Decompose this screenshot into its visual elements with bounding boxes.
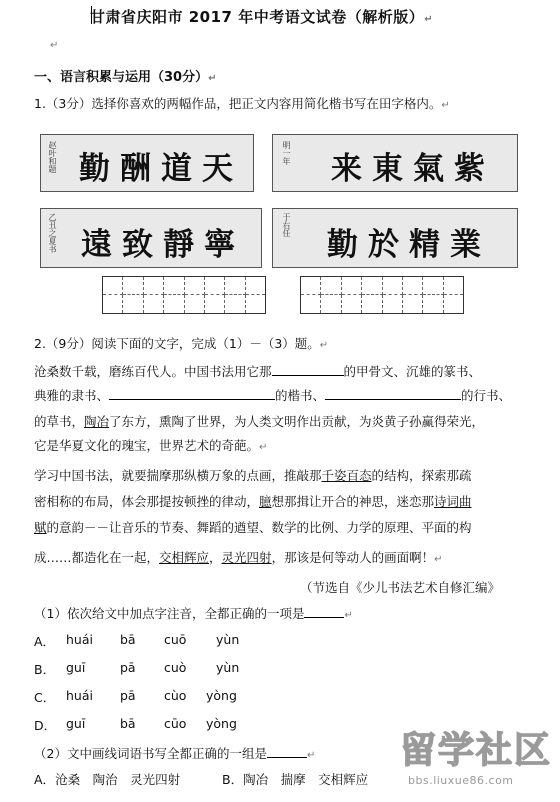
option-a[interactable]	[34, 632, 240, 650]
calligraphy-figure	[36, 116, 522, 326]
calligraphy-work-3	[40, 208, 262, 268]
question-1-text: 1.（3分）选择你喜欢的两幅作品，把正文内容用简化楷书写在田字格内。	[34, 96, 442, 111]
paragraph-mark-icon: ↵	[424, 14, 434, 25]
pinyin: yùn	[216, 660, 240, 675]
paragraph-mark-icon: ↵	[441, 100, 450, 111]
option-label: C．	[34, 690, 56, 705]
option-text: 沧桑 陶治 灵光四射	[55, 772, 181, 787]
paragraph-mark-icon: ↵	[208, 73, 217, 84]
source-note	[300, 578, 500, 596]
passage-text: 的行书、	[461, 388, 512, 403]
underlined-phrase: 赋	[34, 520, 47, 535]
pinyin: guī	[66, 716, 86, 731]
paragraph-mark-icon: ↵	[259, 442, 268, 453]
passage-line	[34, 362, 481, 380]
fill-blank[interactable]	[325, 387, 461, 400]
option-2a[interactable]	[34, 770, 180, 788]
work-inscription: 赵叶和题	[48, 141, 57, 173]
pinyin: cuò	[164, 660, 187, 675]
pinyin: cuō	[164, 632, 187, 647]
work-inscription: 乙丑之夏书	[48, 213, 57, 253]
passage-text: 典雅的隶书、	[34, 388, 110, 403]
answer-blank[interactable]	[267, 745, 307, 758]
passage-line	[34, 518, 472, 536]
section-heading-text: 一、语言积累与运用（30分）	[34, 70, 209, 85]
underlined-phrase: 灵光四射	[221, 550, 272, 565]
pinyin: bā	[120, 716, 136, 731]
passage-text: 的结构，探索那疏	[371, 468, 472, 483]
passage-text: ，	[209, 550, 222, 565]
paragraph-mark-icon: ↵	[434, 554, 443, 565]
writing-grid-left[interactable]	[102, 276, 266, 314]
pinyin: bā	[120, 632, 136, 647]
source-text: （节选自《少儿书法艺术自修汇编》	[300, 580, 501, 595]
option-b[interactable]	[34, 660, 240, 678]
pinyin: yùn	[216, 632, 240, 647]
pinyin: guī	[66, 660, 86, 675]
option-2b[interactable]	[222, 770, 368, 788]
answer-blank[interactable]	[304, 605, 344, 618]
paragraph-mark-icon: ↵	[344, 610, 353, 621]
writing-grid-right[interactable]	[300, 276, 464, 314]
passage-text: 的草书，	[34, 414, 85, 429]
sub-question-2	[34, 744, 315, 762]
sub-question-text: （1）依次给文中加点字注音，全都正确的一项是	[34, 606, 305, 621]
work-inscription: 明一年	[282, 141, 291, 165]
option-label: B．	[34, 662, 56, 677]
calligraphy-work-2	[272, 134, 518, 192]
fill-blank[interactable]	[272, 363, 344, 376]
pinyin: cūo	[164, 716, 187, 731]
option-text: 陶冶 揣摩 交相辉应	[243, 772, 369, 787]
pinyin: yòng	[206, 688, 237, 703]
sub-question-1	[34, 604, 353, 622]
passage-line	[34, 412, 484, 430]
watermark-brand: 留学社区	[400, 730, 553, 771]
question-2-text: 2.（9分）阅读下面的文字，完成（1）－（3）题。	[34, 336, 320, 351]
option-label: D．	[34, 718, 57, 733]
calligraphy-work-1	[40, 134, 254, 192]
passage-text: 学习中国书法，就要揣摩那纵横万象的点画，推敲那	[34, 468, 322, 483]
paragraph-mark-icon: ↵	[50, 40, 59, 51]
passage-text: ，那该是何等动人的画面啊！	[271, 550, 435, 565]
marked-word: 臆	[259, 494, 272, 509]
passage-line	[34, 492, 472, 510]
passage-text: 它是华夏文化的瑰宝，世界艺术的奇葩。	[34, 438, 260, 453]
pinyin: huái	[66, 632, 93, 647]
passage-text: 的甲骨文、沉雄的篆书、	[343, 364, 482, 379]
passage-line	[34, 548, 442, 566]
passage-line	[34, 386, 511, 404]
option-label: A．	[34, 772, 56, 787]
passage-line	[34, 466, 472, 484]
pinyin: pā	[120, 688, 136, 703]
section-heading	[34, 66, 216, 85]
calligraphy-work-4	[272, 208, 518, 268]
pinyin: cùo	[164, 688, 187, 703]
passage-text: 成……都造化在一起，	[34, 550, 160, 565]
pinyin: yòng	[206, 716, 237, 731]
doc-title	[90, 6, 433, 27]
passage-text: 沧桑数千载，磨练百代人。中国书法用它那	[34, 364, 272, 379]
underlined-phrase: 千姿百态	[321, 468, 372, 483]
watermark-logo	[396, 722, 556, 796]
passage-text: 想那揖让开合的神思，迷恋那	[271, 494, 435, 509]
watermark-url: bbs.liuxue86.com	[408, 774, 514, 787]
sub-question-text: （2）文中画线词语书写全都正确的一组是	[34, 746, 267, 761]
option-c[interactable]	[34, 688, 237, 706]
option-d[interactable]	[34, 716, 237, 734]
question-2	[34, 334, 328, 352]
pinyin: pā	[120, 660, 136, 675]
marked-word: 陶冶	[84, 414, 110, 429]
option-label: A．	[34, 634, 56, 649]
work-characters: 来東氣紫	[331, 151, 495, 187]
paragraph-mark-icon: ↵	[319, 340, 329, 351]
passage-text: 的意韵－－让音乐的节奏、舞蹈的遒望、数学的比例、力学的原理、平面的构	[46, 520, 472, 535]
work-characters: 勤酬道天	[79, 151, 243, 187]
pinyin: huái	[66, 688, 93, 703]
work-inscription: 于右任	[282, 213, 291, 237]
fill-blank[interactable]	[109, 387, 275, 400]
option-label: B．	[222, 772, 244, 787]
passage-text: 的楷书、	[275, 388, 326, 403]
doc-title-text: 甘肃省庆阳市 2017 年中考语文试卷（解析版）	[90, 8, 425, 26]
passage-text: 密相称的布局，体会那提按顿挫的律动，	[34, 494, 260, 509]
underlined-phrase: 诗词曲	[434, 494, 472, 509]
work-characters: 遠致靜寧	[81, 227, 245, 263]
passage-line	[34, 436, 267, 454]
passage-text: 了东方，熏陶了世界，为人类文明作出贡献，为炎黄子孙赢得荣光，	[109, 414, 485, 429]
underlined-phrase: 交相辉应	[159, 550, 210, 565]
paragraph-mark-icon: ↵	[306, 750, 316, 761]
question-1	[34, 94, 450, 112]
work-characters: 勤於精業	[327, 227, 491, 263]
